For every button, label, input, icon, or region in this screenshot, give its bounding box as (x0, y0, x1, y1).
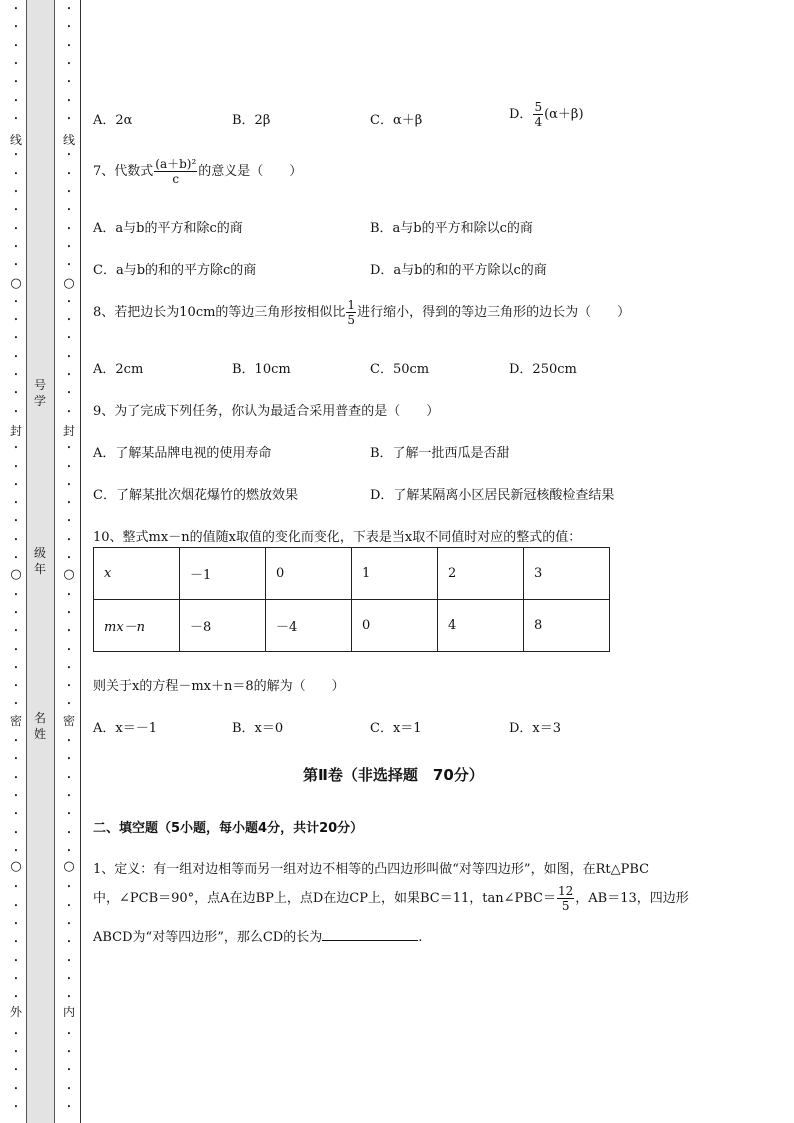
binding-dot: • (66, 151, 72, 160)
binding-dot: • (66, 920, 72, 928)
binding-dot: • (13, 920, 19, 928)
binding-dot: • (66, 791, 72, 800)
binding-dot: • (13, 1066, 19, 1075)
binding-dot: • (66, 810, 72, 819)
binding-dot: • (66, 499, 72, 508)
binding-dot: • (66, 755, 72, 764)
q8-option-d: D．250cm (509, 362, 577, 377)
grade-label (32, 545, 48, 577)
binding-marker: 外 (7, 1005, 25, 1019)
q7-stem (93, 157, 302, 186)
binding-dot: • (66, 169, 72, 178)
binding-dot: • (13, 901, 19, 910)
binding-dot: • (66, 700, 72, 709)
binding-dot: • (13, 499, 19, 508)
binding-dot: • (66, 297, 72, 306)
binding-dot: • (66, 389, 72, 398)
table-row-expression (94, 600, 610, 652)
binding-dot: • (13, 828, 19, 837)
binding-dot: • (13, 114, 19, 123)
q8-option-b: B．10cm (232, 362, 291, 377)
binding-dot: • (66, 480, 72, 489)
q7-option-d: D．a与b的和的平方除以c的商 (370, 263, 547, 278)
binding-dot: • (13, 645, 19, 654)
binding-dot: • (13, 627, 19, 636)
binding-dot: • (66, 682, 72, 691)
name-char-1 (32, 710, 48, 742)
binding-circle: ○ (10, 567, 22, 582)
student-id-label (32, 377, 48, 409)
q10-option-d: D．x＝3 (509, 721, 562, 736)
q9-option-a: A．了解某品牌电视的使用寿命 (93, 446, 272, 461)
binding-dot: • (13, 188, 19, 196)
binding-circle: ○ (63, 276, 75, 291)
binding-dot: • (13, 334, 19, 343)
vertical-char: 名 (33, 711, 46, 725)
binding-dot: • (66, 828, 72, 837)
binding-dot: • (66, 316, 72, 325)
fill1-frac-den: 5 (561, 899, 570, 913)
table-cell: 8 (524, 600, 610, 652)
q9-option-c: C．了解某批次烟花爆竹的燃放效果 (93, 488, 298, 503)
q10-option-c: C．x＝1 (370, 721, 422, 736)
binding-dot: • (66, 956, 72, 965)
binding-dot: • (66, 23, 72, 32)
binding-dot: • (66, 737, 72, 745)
binding-dot: • (66, 261, 72, 270)
fill1-fraction (557, 884, 574, 913)
grade-char-1 (32, 545, 48, 577)
binding-dot: • (13, 224, 19, 233)
binding-dot: • (13, 206, 19, 215)
vertical-char: 号 (33, 378, 46, 392)
binding-margin (0, 0, 90, 1123)
binding-dot: • (13, 41, 19, 50)
binding-dot: • (66, 224, 72, 233)
q10-stem: 10、整式mx－n的值随x取值的变化而变化，下表是当x取不同值时对应的整式的值： (93, 530, 582, 545)
fill1-line3 (93, 926, 422, 945)
table-cell: mx－n (94, 600, 180, 652)
binding-dot: • (66, 608, 72, 617)
binding-circle: ○ (10, 276, 22, 291)
q8-option-c: C．50cm (370, 362, 430, 377)
binding-dot: • (13, 755, 19, 764)
binding-dot: • (13, 407, 19, 416)
q8-prefix: 8、若把边长为10cm的等边三角形按相似比 (93, 305, 346, 320)
binding-dot: • (66, 407, 72, 416)
fill1-line3-b: . (418, 930, 423, 945)
q9-option-b: B．了解一批西瓜是否甜 (370, 446, 510, 461)
binding-dot: • (66, 663, 72, 672)
q7-frac-den: c (172, 172, 180, 186)
table-cell: 4 (438, 600, 524, 652)
vertical-char: 年 (33, 562, 46, 576)
name-label (32, 710, 48, 742)
binding-marker: 封 (7, 424, 25, 438)
binding-dot: • (13, 316, 19, 325)
binding-dot: • (13, 554, 19, 562)
q6-option-d-suffix: (α＋β) (544, 107, 584, 122)
part2-title: 第Ⅱ卷（非选择题 70分） (303, 766, 484, 784)
table-cell: －1 (180, 548, 266, 600)
binding-dot: • (66, 41, 72, 50)
table-cell: 3 (524, 548, 610, 600)
binding-dot: • (66, 352, 72, 361)
binding-dot: • (13, 993, 19, 1002)
binding-circle: ○ (63, 567, 75, 582)
binding-dot: • (13, 846, 19, 855)
q8-frac-den: 5 (347, 313, 356, 327)
q9-option-d: D．了解某隔离小区居民新冠核酸检查结果 (370, 488, 615, 503)
binding-dot: • (66, 627, 72, 636)
binding-dot: • (66, 206, 72, 215)
binding-circle: ○ (10, 859, 22, 874)
binding-dot: • (13, 444, 19, 453)
binding-dot: • (13, 23, 19, 32)
q8-frac-num: 1 (347, 298, 356, 312)
binding-dot: • (13, 938, 19, 947)
q6-option-a: A．2α (93, 113, 133, 128)
binding-dot: • (66, 974, 72, 983)
q7-option-a: A．a与b的平方和除c的商 (93, 221, 243, 236)
student-id-char-1 (32, 377, 48, 409)
q8-fraction (346, 298, 356, 327)
binding-dot: • (13, 59, 19, 68)
binding-marker: 密 (7, 714, 25, 728)
fill1-frac-num: 12 (558, 884, 574, 898)
binding-dot: • (66, 901, 72, 910)
binding-dot: • (13, 1084, 19, 1093)
table-cell: 0 (266, 548, 352, 600)
binding-dot: • (13, 371, 19, 379)
binding-dot: • (13, 883, 19, 892)
vertical-char: 姓 (33, 727, 46, 741)
binding-dot: • (66, 78, 72, 87)
fill1-line1: 1、定义：有一组对边相等而另一组对边不相等的凸四边形叫做“对等四边形”，如图，在Rt△PBC (93, 862, 650, 877)
binding-dot: • (13, 242, 19, 251)
binding-dot: • (13, 974, 19, 983)
binding-marker: 线 (7, 133, 25, 147)
binding-dot: • (66, 554, 72, 562)
q7-prefix: 7、代数式 (93, 164, 154, 179)
q8-stem (93, 298, 630, 327)
binding-dot: • (13, 352, 19, 361)
binding-dot: • (13, 810, 19, 819)
binding-dot: • (66, 938, 72, 947)
binding-dot: • (13, 96, 19, 105)
q6-d-frac-den: 4 (534, 115, 543, 129)
q6-option-d (509, 100, 584, 129)
binding-dot: • (13, 261, 19, 270)
binding-dot: • (66, 444, 72, 453)
binding-dot: • (13, 297, 19, 306)
table-cell: 1 (352, 548, 438, 600)
fill1-line3-a: ABCD为“对等四边形”，那么CD的长为 (93, 930, 323, 945)
q6-option-b: B．2β (232, 113, 271, 128)
binding-dot: • (13, 151, 19, 160)
binding-dot: • (66, 773, 72, 782)
binding-dot: • (66, 535, 72, 544)
binding-dot: • (13, 480, 19, 489)
binding-dot: • (13, 78, 19, 87)
binding-marker: 线 (60, 133, 78, 147)
binding-dot: • (13, 517, 19, 526)
binding-dot: • (66, 242, 72, 251)
fill1-line2-a: 中，∠PCB＝90°，点A在边BP上，点D在边CP上，如果BC＝11，tan∠PBC＝ (93, 891, 556, 906)
vertical-char: 学 (33, 394, 46, 408)
binding-dot: • (13, 169, 19, 178)
binding-dot: • (66, 1084, 72, 1093)
q7-fraction (154, 157, 197, 186)
table-cell: －4 (266, 600, 352, 652)
q10-question: 则关于x的方程－mx＋n＝8的解为（ ） (93, 679, 345, 694)
table-cell: 0 (352, 600, 438, 652)
fill1-line2-b: ，AB＝13，四边形 (575, 891, 689, 906)
table-cell: －8 (180, 600, 266, 652)
q8-suffix: 进行缩小，得到的等边三角形的边长为（ ） (357, 305, 631, 320)
binding-dot: • (66, 1048, 72, 1057)
binding-dot: • (13, 590, 19, 599)
q6-option-d-fraction (533, 100, 543, 129)
binding-marker: 密 (60, 714, 78, 728)
binding-dot: • (13, 773, 19, 782)
binding-dot: • (66, 462, 72, 471)
binding-dot: • (13, 1048, 19, 1057)
binding-dot: • (66, 188, 72, 196)
binding-dot: • (66, 334, 72, 343)
table-cell: 2 (438, 548, 524, 600)
section2-title: 二、填空题（5小题，每小题4分，共计20分） (93, 821, 364, 836)
binding-dot: • (13, 956, 19, 965)
binding-dot: • (66, 1066, 72, 1075)
binding-dot: • (13, 663, 19, 672)
binding-dot: • (66, 645, 72, 654)
binding-rule (80, 0, 81, 1123)
q7-option-c: C．a与b的和的平方除c的商 (93, 263, 257, 278)
binding-dot: • (13, 682, 19, 691)
binding-dot: • (66, 883, 72, 892)
binding-dot: • (13, 535, 19, 544)
binding-dot: • (13, 791, 19, 800)
q7-option-b: B．a与b的平方和除以c的商 (370, 221, 533, 236)
answer-blank[interactable] (322, 928, 418, 941)
binding-marker: 内 (60, 1005, 78, 1019)
q10-option-a: A．x＝－1 (93, 721, 157, 736)
q10-option-b: B．x＝0 (232, 721, 284, 736)
binding-dot: • (66, 1029, 72, 1038)
binding-circle: ○ (63, 859, 75, 874)
table-cell: x (94, 548, 180, 600)
binding-dot: • (66, 114, 72, 123)
binding-dot: • (66, 1103, 72, 1111)
q6-option-c: C．α＋β (370, 113, 423, 128)
binding-dot: • (13, 5, 19, 13)
binding-dot: • (13, 389, 19, 398)
binding-dot: • (66, 5, 72, 13)
q10-value-table (93, 547, 610, 652)
fill1-line2 (93, 884, 689, 913)
binding-dot: • (66, 846, 72, 855)
q6-option-d-prefix: D． (509, 107, 533, 122)
binding-dot: • (13, 737, 19, 745)
q7-frac-num: (a＋b)² (155, 157, 197, 171)
binding-marker: 封 (60, 424, 78, 438)
table-row-x (94, 548, 610, 600)
q6-d-frac-num: 5 (534, 100, 543, 114)
q7-suffix: 的意义是（ ） (198, 164, 303, 179)
binding-dot: • (13, 462, 19, 471)
q9-stem: 9、为了完成下列任务，你认为最适合采用普查的是（ ） (93, 404, 440, 419)
binding-dot: • (66, 993, 72, 1002)
binding-dot: • (66, 590, 72, 599)
binding-dot: • (66, 96, 72, 105)
q8-option-a: A．2cm (93, 362, 144, 377)
vertical-char: 级 (33, 546, 46, 560)
binding-dot: • (66, 59, 72, 68)
binding-dot: • (13, 608, 19, 617)
binding-dot: • (13, 1103, 19, 1111)
binding-dot: • (13, 1029, 19, 1038)
binding-dot: • (66, 371, 72, 379)
binding-dot: • (13, 700, 19, 709)
binding-dot: • (66, 517, 72, 526)
